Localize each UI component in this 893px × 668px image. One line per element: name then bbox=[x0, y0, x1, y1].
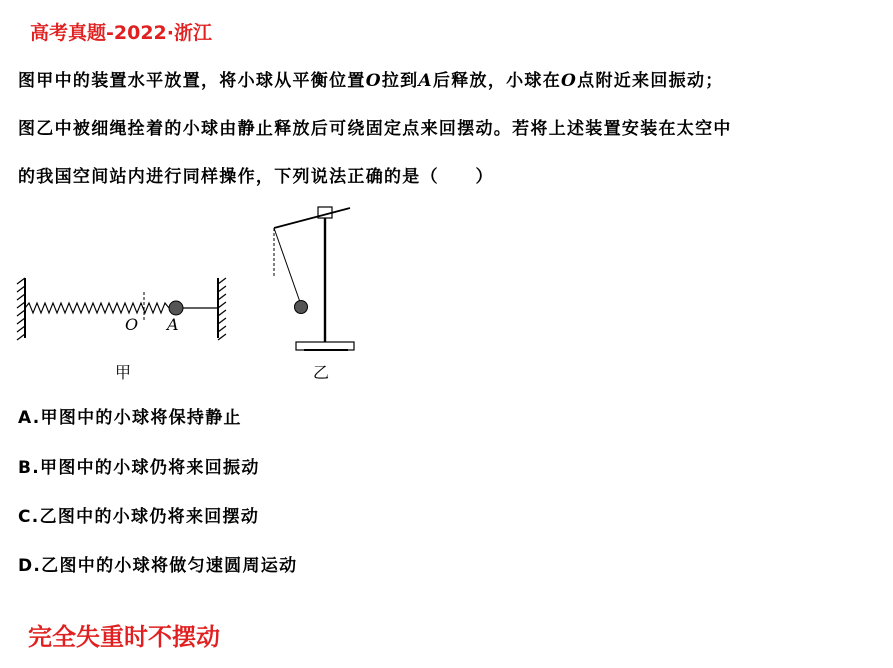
option-label: C. bbox=[18, 507, 40, 527]
option-c[interactable] bbox=[18, 502, 259, 527]
option-d[interactable] bbox=[18, 551, 297, 576]
question-source-title: 高考真题-2022·浙江 bbox=[30, 22, 212, 44]
option-text: 乙图中的小球将做匀速圆周运动 bbox=[41, 556, 298, 576]
point-o-label: O bbox=[365, 71, 382, 91]
question-stem-line-2: 图乙中被细绳拴着的小球由静止释放后可绕固定点来回摆动。若将上述装置安装在太空中 bbox=[18, 119, 732, 139]
question-stem-line-3: 的我国空间站内进行同样操作，下列说法正确的是（ ） bbox=[18, 167, 494, 187]
pendulum-ball bbox=[295, 301, 308, 314]
stem-text: 拉到 bbox=[381, 71, 419, 91]
spring bbox=[25, 303, 173, 313]
option-text: 甲图中的小球将保持静止 bbox=[40, 408, 242, 428]
option-label: A. bbox=[18, 408, 41, 428]
stem-text: 图甲中的装置水平放置，将小球从平衡位置 bbox=[18, 71, 366, 91]
option-label: B. bbox=[18, 458, 41, 478]
figure-caption-jia: 甲 bbox=[115, 363, 132, 382]
string bbox=[274, 228, 300, 302]
stem-text: 点附近来回振动； bbox=[577, 71, 724, 91]
figure-caption-yi: 乙 bbox=[313, 363, 330, 382]
option-label: D. bbox=[18, 556, 42, 576]
option-text: 乙图中的小球仍将来回摆动 bbox=[39, 507, 260, 527]
point-a-label: A bbox=[167, 315, 179, 334]
stand-base bbox=[296, 342, 354, 350]
support-arm bbox=[274, 208, 350, 228]
option-a[interactable] bbox=[18, 403, 242, 428]
option-text: 甲图中的小球仍将来回振动 bbox=[40, 458, 260, 478]
option-b[interactable] bbox=[18, 453, 260, 478]
ball bbox=[169, 301, 183, 315]
question-stem-line-1 bbox=[18, 66, 724, 91]
point-o-label: O bbox=[125, 315, 139, 334]
stem-text: 后释放，小球在 bbox=[432, 71, 562, 91]
point-o-label: O bbox=[561, 71, 578, 91]
answer-note: 完全失重时不摆动 bbox=[28, 623, 220, 651]
right-wall bbox=[218, 278, 226, 340]
pendulum-figure bbox=[262, 198, 362, 388]
point-a-label: A bbox=[418, 71, 433, 91]
left-wall bbox=[17, 278, 25, 340]
spring-oscillator-figure bbox=[15, 270, 230, 390]
